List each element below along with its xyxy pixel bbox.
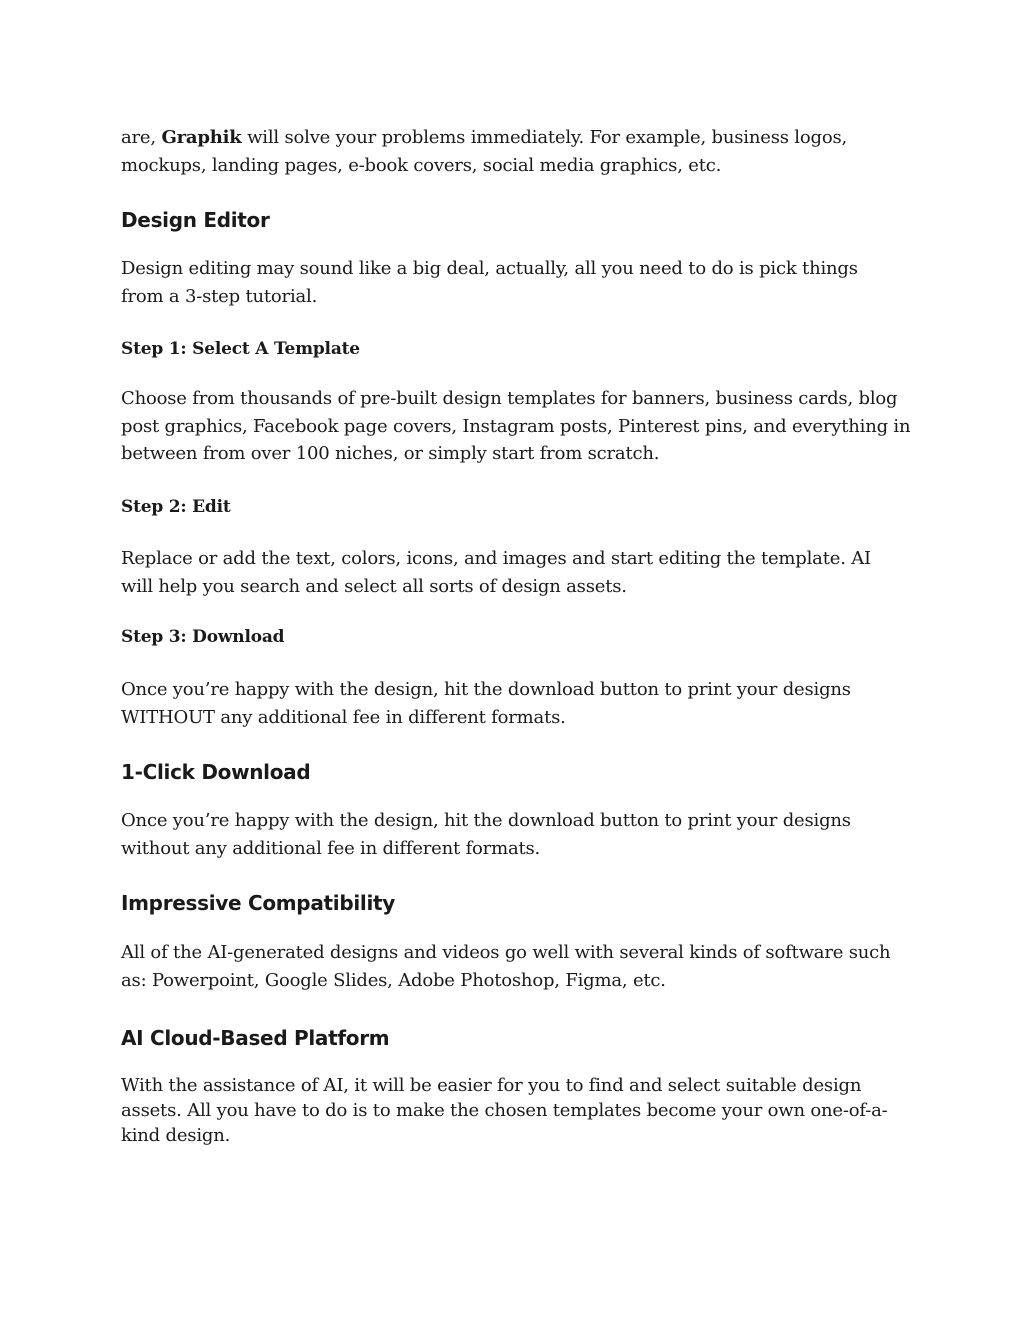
brand-name: Graphik xyxy=(161,127,242,148)
step-3-title: Step 3: Download xyxy=(121,627,285,647)
cloud-platform-heading: AI Cloud-Based Platform xyxy=(121,1026,390,1050)
step-1-title: Step 1: Select A Template xyxy=(121,339,360,359)
step-2-paragraph: Replace or add the text, colors, icons, and images and start editing the template. AI will help you search and select all sorts of design assets. xyxy=(121,548,871,597)
compatibility-paragraph: All of the AI-generated designs and videos go well with several kinds of software such as: Powerpoint, Google Slides, Adobe Photoshop, Figma, etc. xyxy=(121,942,891,991)
design-editor-paragraph: Design editing may sound like a big deal, actually, all you need to do is pick things from a 3-step tutorial. xyxy=(121,258,858,307)
step-3-paragraph: Once you’re happy with the design, hit the download button to print your designs WITHOUT any additional fee in different formats. xyxy=(121,679,851,728)
step-2-title: Step 2: Edit xyxy=(121,497,231,517)
intro-paragraph xyxy=(121,124,921,179)
design-editor-heading: Design Editor xyxy=(121,208,270,232)
one-click-download-paragraph: Once you’re happy with the design, hit the download button to print your designs without any additional fee in different formats. xyxy=(121,810,851,859)
intro-suffix: will solve your problems immediately. For example, business logos, mockups, landing pages, e-book covers, social media graphics, etc. xyxy=(121,127,848,176)
compatibility-heading: Impressive Compatibility xyxy=(121,891,396,915)
intro-prefix: are, xyxy=(121,127,162,148)
cloud-platform-paragraph: With the assistance of AI, it will be easier for you to find and select suitable design assets. All you have to do is to make the chosen templates become your own one-of-a-kind design. xyxy=(121,1075,888,1146)
step-1-paragraph: Choose from thousands of pre-built design templates for banners, business cards, blog post graphics, Facebook page covers, Instagram posts, Pinterest pins, and everything in between from over 100 niches, or simply start from scratch. xyxy=(121,388,911,464)
one-click-download-heading: 1-Click Download xyxy=(121,760,311,784)
